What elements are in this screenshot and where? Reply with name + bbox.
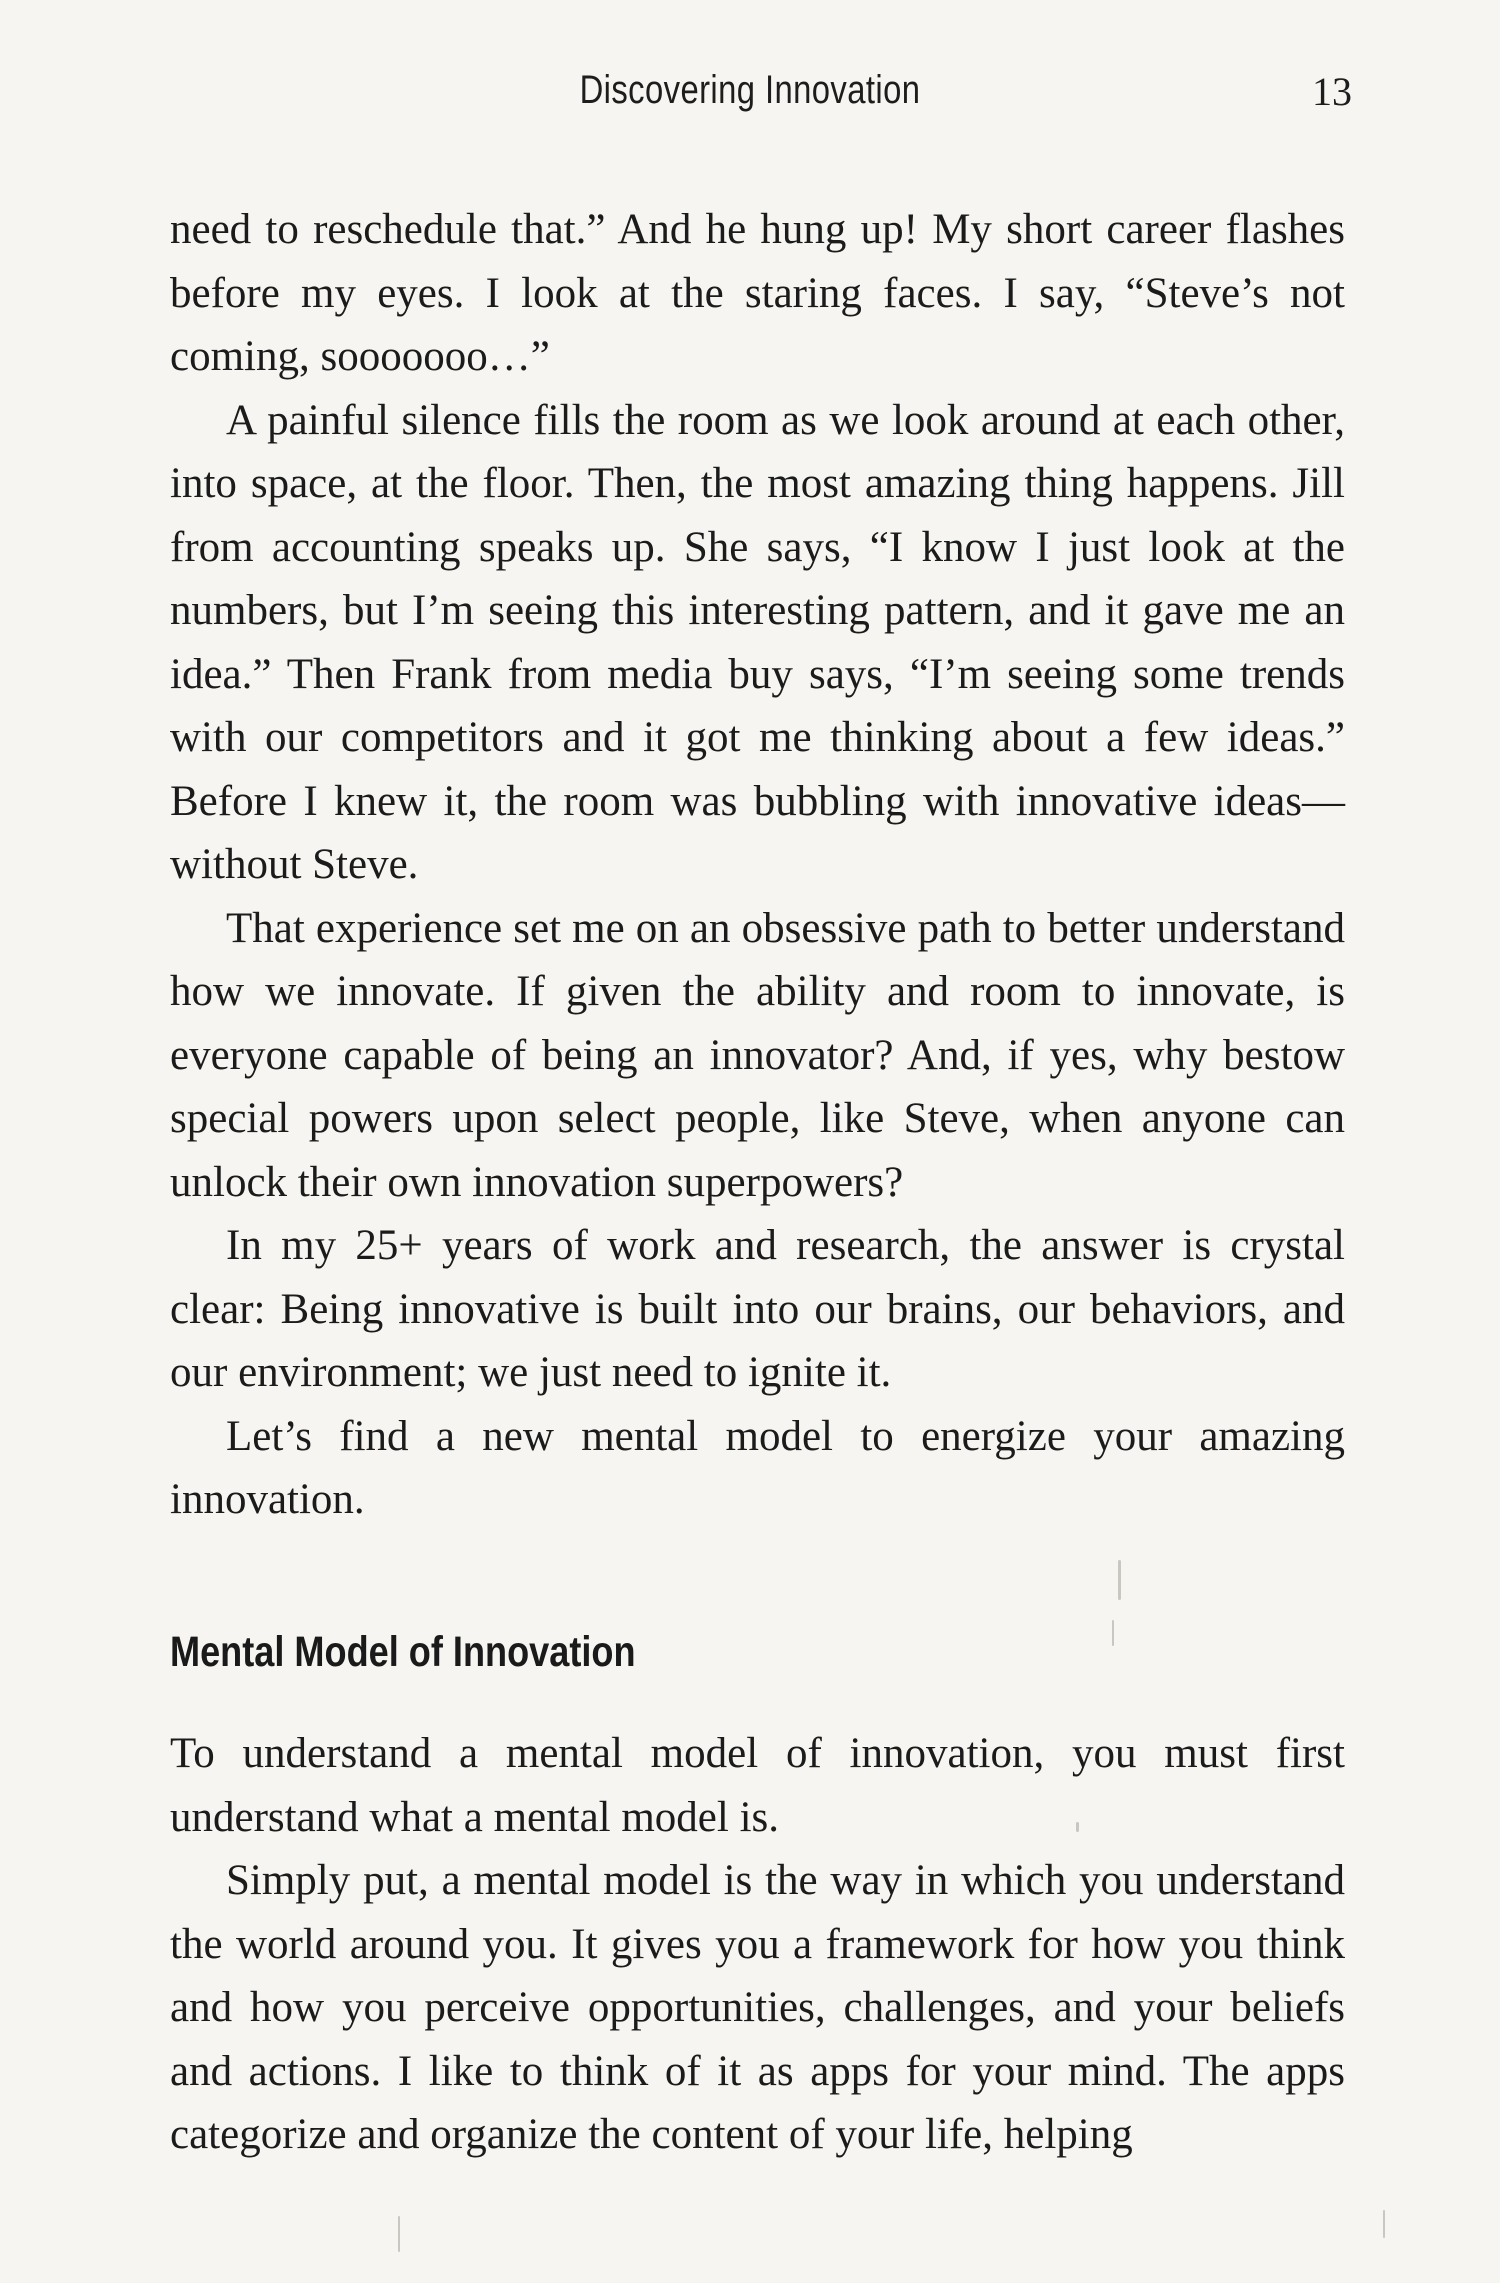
paragraph: A painful silence fills the room as we look around at each other, into space, at the floor. Then, the most amazing thing happens. Jill from accounting speaks up. She says, “I know I just look at the numbers, but I’m seeing this interesting pattern, and it gave me an idea.” Then Frank from media buy says, “I’m seeing some trends with our competitors and it got me thinking about a few ideas.” Before I knew it, the room was bubbling with innovative ideas—without Steve. bbox=[170, 396, 1345, 888]
paragraph: Let’s find a new mental model to energize your amazing innovation. bbox=[170, 1412, 1345, 1523]
scan-speck bbox=[1383, 2210, 1385, 2238]
paragraph: In my 25+ years of work and research, the answer is crystal clear: Being innovative is built into our brains, our behaviors, and our environment; we just need to ignite it. bbox=[170, 1222, 1345, 1396]
scan-speck bbox=[398, 2216, 400, 2252]
running-header bbox=[0, 68, 1500, 128]
paragraph: Simply put, a mental model is the way in which you understand the world around you. It gives you a framework for how you think and how you perceive opportunities, challenges, and your beliefs and actions. I like to think of it as apps for your mind. The apps categorize and organize the content of your life, helping bbox=[170, 1857, 1345, 2158]
scan-speck bbox=[1076, 1822, 1079, 1832]
section-heading: Mental Model of Innovation bbox=[170, 1628, 636, 1676]
paragraph: To understand a mental model of innovation, you must first understand what a mental model is. bbox=[170, 1730, 1345, 1841]
page-number: 13 bbox=[1312, 69, 1352, 114]
running-title: Discovering Innovation bbox=[579, 68, 921, 112]
paragraph: That experience set me on an obsessive path to better understand how we innovate. If given the ability and room to innovate, is everyone capable of being an innovator? And, if yes, why bestow special powers upon select people, like Steve, when anyone can unlock their own innovation superpowers? bbox=[170, 904, 1345, 1206]
body-text-block bbox=[170, 198, 1345, 1532]
scan-speck bbox=[1118, 1560, 1121, 1600]
scan-speck bbox=[1112, 1620, 1114, 1646]
section-body-text bbox=[170, 1722, 1345, 2167]
paragraph-continued: need to reschedule that.” And he hung up! My short career flashes before my eyes. I look at the staring faces. I say, “Steve’s not coming, sooooooo…” bbox=[170, 206, 1345, 380]
